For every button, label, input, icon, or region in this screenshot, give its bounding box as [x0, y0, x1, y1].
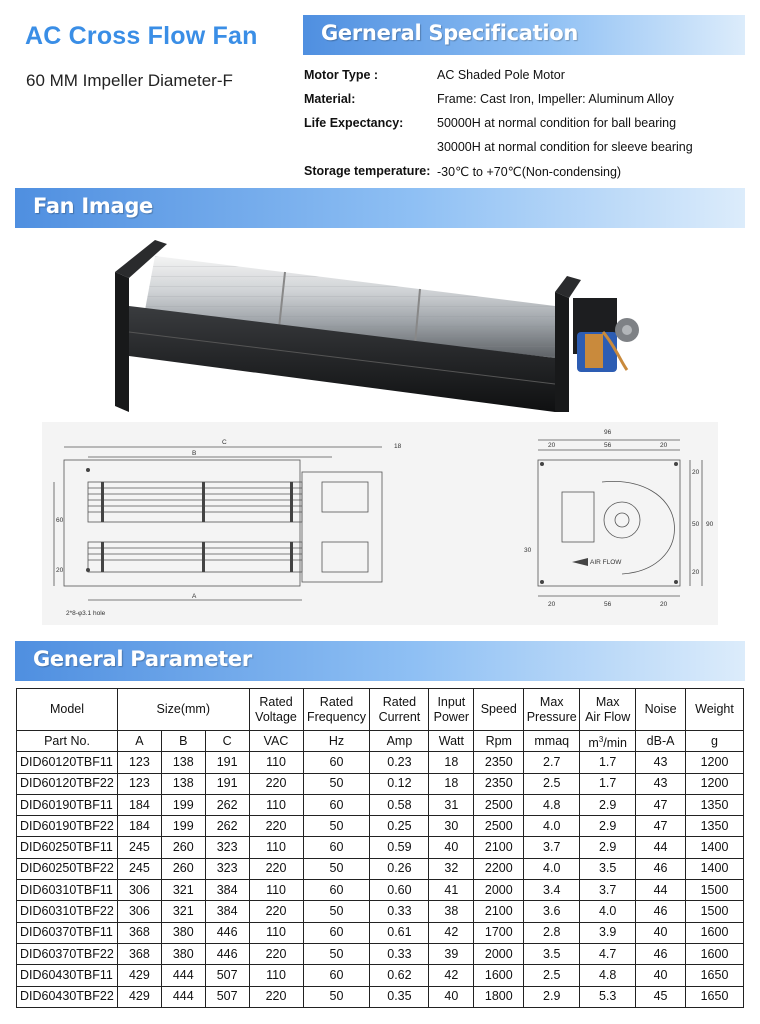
part-number-cell: DID60250TBF22	[17, 858, 118, 879]
table-cell: 1.7	[580, 752, 636, 773]
table-unit-cell: VAC	[249, 731, 303, 752]
table-unit-cell: g	[686, 731, 744, 752]
table-cell: 3.5	[580, 858, 636, 879]
table-row	[17, 922, 744, 943]
spec-list	[304, 66, 744, 186]
table-row	[17, 794, 744, 815]
table-cell: 3.7	[580, 880, 636, 901]
page-subtitle: 60 MM Impeller Diameter-F	[26, 71, 233, 90]
dim-20-bottom-right: 20	[660, 601, 668, 608]
table-cell: 138	[161, 773, 205, 794]
table-cell: 184	[117, 794, 161, 815]
table-cell: 40	[429, 986, 474, 1007]
table-cell: 1200	[686, 773, 744, 794]
table-cell: 47	[636, 816, 686, 837]
table-cell: 0.62	[370, 965, 429, 986]
part-number-cell: DID60430TBF11	[17, 965, 118, 986]
table-cell: 45	[636, 986, 686, 1007]
table-cell: 2200	[474, 858, 524, 879]
table-cell: 1600	[686, 922, 744, 943]
table-cell: 2.8	[524, 922, 580, 943]
table-unit-cell: A	[117, 731, 161, 752]
table-cell: 262	[205, 794, 249, 815]
table-cell: 2.9	[524, 986, 580, 1007]
parameter-section-banner	[15, 641, 745, 681]
table-cell: 444	[161, 965, 205, 986]
spec-row	[304, 138, 744, 162]
spec-section-banner	[303, 15, 745, 55]
table-cell: 1700	[474, 922, 524, 943]
table-cell: 444	[161, 986, 205, 1007]
table-cell: 321	[161, 880, 205, 901]
table-header-cell: Input Power	[429, 689, 474, 731]
part-number-cell: DID60430TBF22	[17, 986, 118, 1007]
table-cell: 1650	[686, 986, 744, 1007]
table-cell: 260	[161, 858, 205, 879]
table-cell: 3.6	[524, 901, 580, 922]
dim-50: 50	[692, 521, 700, 528]
table-row	[17, 858, 744, 879]
table-cell: 380	[161, 922, 205, 943]
table-cell: 2.9	[580, 837, 636, 858]
table-cell: 3.7	[524, 837, 580, 858]
dim-20-right-top: 20	[692, 469, 700, 476]
spec-key: Storage temperature:	[304, 164, 431, 178]
table-cell: 4.0	[524, 816, 580, 837]
table-cell: 44	[636, 837, 686, 858]
table-cell: 50	[303, 986, 370, 1007]
table-unit-row	[17, 731, 744, 752]
table-cell: 3.9	[580, 922, 636, 943]
table-cell: 429	[117, 965, 161, 986]
table-cell: 0.25	[370, 816, 429, 837]
table-cell: 220	[249, 986, 303, 1007]
spec-value: Frame: Cast Iron, Impeller: Aluminum Alloy	[437, 92, 674, 106]
table-cell: 123	[117, 773, 161, 794]
table-cell: 32	[429, 858, 474, 879]
part-number-cell: DID60120TBF22	[17, 773, 118, 794]
table-header-cell: Max Pressure	[524, 689, 580, 731]
table-cell: 110	[249, 794, 303, 815]
table-unit-cell: mmaq	[524, 731, 580, 752]
dim-20-top-left: 20	[548, 442, 556, 449]
table-cell: 18	[429, 752, 474, 773]
dim-60: 60	[56, 517, 64, 524]
spec-key: Material:	[304, 92, 356, 106]
spec-row	[304, 90, 744, 114]
table-cell: 0.58	[370, 794, 429, 815]
table-cell: 262	[205, 816, 249, 837]
table-cell: 446	[205, 943, 249, 964]
table-unit-cell: dB-A	[636, 731, 686, 752]
table-cell: 446	[205, 922, 249, 943]
part-number-cell: DID60370TBF11	[17, 922, 118, 943]
table-unit-cell: Hz	[303, 731, 370, 752]
table-cell: 1600	[686, 943, 744, 964]
table-cell: 1.7	[580, 773, 636, 794]
table-cell: 43	[636, 773, 686, 794]
parameter-section-title: General Parameter	[33, 647, 252, 671]
table-cell: 47	[636, 794, 686, 815]
table-cell: 1650	[686, 965, 744, 986]
table-cell: 18	[429, 773, 474, 794]
table-cell: 0.33	[370, 943, 429, 964]
table-cell: 1200	[686, 752, 744, 773]
table-cell: 46	[636, 943, 686, 964]
page-title: AC Cross Flow Fan	[25, 22, 258, 50]
dim-b: B	[192, 450, 197, 457]
part-number-cell: DID60310TBF11	[17, 880, 118, 901]
table-cell: 2000	[474, 880, 524, 901]
table-cell: 110	[249, 922, 303, 943]
dim-20-bottom-left: 20	[548, 601, 556, 608]
table-cell: 0.26	[370, 858, 429, 879]
table-cell: 384	[205, 901, 249, 922]
table-unit-cell: Watt	[429, 731, 474, 752]
table-cell: 306	[117, 901, 161, 922]
table-header-cell: Max Air Flow	[580, 689, 636, 731]
dim-18: 18	[394, 443, 402, 450]
table-cell: 1600	[474, 965, 524, 986]
table-cell: 306	[117, 880, 161, 901]
dim-20-right-bottom: 20	[692, 569, 700, 576]
table-cell: 384	[205, 880, 249, 901]
table-cell: 138	[161, 752, 205, 773]
dim-90: 90	[706, 521, 714, 528]
dim-20-top-right: 20	[660, 442, 668, 449]
table-cell: 38	[429, 901, 474, 922]
table-cell: 199	[161, 794, 205, 815]
table-cell: 220	[249, 816, 303, 837]
dim-30: 30	[524, 547, 532, 554]
table-row	[17, 773, 744, 794]
table-cell: 2.5	[524, 965, 580, 986]
table-row	[17, 965, 744, 986]
table-cell: 0.35	[370, 986, 429, 1007]
table-header-cell: Weight	[686, 689, 744, 731]
table-cell: 4.8	[580, 965, 636, 986]
technical-drawing	[42, 422, 718, 625]
table-cell: 191	[205, 773, 249, 794]
table-cell: 184	[117, 816, 161, 837]
table-cell: 1350	[686, 794, 744, 815]
spec-value: 50000H at normal condition for ball bearing	[437, 116, 677, 130]
table-cell: 2.9	[580, 794, 636, 815]
table-cell: 60	[303, 922, 370, 943]
table-cell: 220	[249, 858, 303, 879]
part-number-cell: DID60250TBF11	[17, 837, 118, 858]
table-cell: 39	[429, 943, 474, 964]
table-cell: 220	[249, 901, 303, 922]
table-unit-cell: C	[205, 731, 249, 752]
table-header-cell: Size(mm)	[117, 689, 249, 731]
table-cell: 429	[117, 986, 161, 1007]
part-number-cell: DID60310TBF22	[17, 901, 118, 922]
table-cell: 4.0	[580, 901, 636, 922]
table-cell: 43	[636, 752, 686, 773]
table-cell: 0.59	[370, 837, 429, 858]
table-cell: 3.4	[524, 880, 580, 901]
table-cell: 50	[303, 816, 370, 837]
table-cell: 46	[636, 901, 686, 922]
table-row	[17, 986, 744, 1007]
table-cell: 323	[205, 837, 249, 858]
dim-a: A	[192, 593, 197, 600]
table-cell: 0.61	[370, 922, 429, 943]
part-number-cell: DID60120TBF11	[17, 752, 118, 773]
table-header-cell: Rated Current	[370, 689, 429, 731]
table-cell: 1400	[686, 837, 744, 858]
table-unit-cell: B	[161, 731, 205, 752]
table-cell: 42	[429, 965, 474, 986]
table-cell: 2.5	[524, 773, 580, 794]
spec-value: -30℃ to +70℃(Non-condensing)	[437, 165, 622, 179]
table-unit-cell: $m^3/\min$	[580, 731, 636, 752]
part-number-cell: DID60190TBF11	[17, 794, 118, 815]
spec-row	[304, 66, 744, 90]
table-cell: 2.9	[580, 816, 636, 837]
table-cell: 0.33	[370, 901, 429, 922]
hole-note: 2*8-φ3.1 hole	[66, 610, 106, 617]
table-cell: 0.60	[370, 880, 429, 901]
dim-96: 96	[604, 429, 612, 436]
table-cell: 2350	[474, 752, 524, 773]
fan-image-title: Fan Image	[33, 194, 153, 218]
table-cell: 50	[303, 943, 370, 964]
table-cell: 380	[161, 943, 205, 964]
table-row	[17, 816, 744, 837]
table-cell: 40	[429, 837, 474, 858]
table-cell: 1500	[686, 880, 744, 901]
table-row	[17, 943, 744, 964]
table-cell: 220	[249, 773, 303, 794]
spec-section-title: Gerneral Specification	[321, 21, 579, 45]
table-unit-cell: Part No.	[17, 731, 118, 752]
dim-56-bottom: 56	[604, 601, 612, 608]
table-cell: 31	[429, 794, 474, 815]
table-cell: 1350	[686, 816, 744, 837]
table-cell: 368	[117, 943, 161, 964]
table-cell: 2350	[474, 773, 524, 794]
table-cell: 46	[636, 858, 686, 879]
part-number-cell: DID60190TBF22	[17, 816, 118, 837]
table-cell: 199	[161, 816, 205, 837]
table-cell: 260	[161, 837, 205, 858]
table-unit-cell: Rpm	[474, 731, 524, 752]
table-cell: 4.8	[524, 794, 580, 815]
table-cell: 110	[249, 837, 303, 858]
table-header-cell: Noise	[636, 689, 686, 731]
table-cell: 2000	[474, 943, 524, 964]
table-cell: 42	[429, 922, 474, 943]
table-cell: 507	[205, 965, 249, 986]
table-cell: 30	[429, 816, 474, 837]
table-cell: 2500	[474, 794, 524, 815]
table-cell: 2100	[474, 837, 524, 858]
table-cell: 4.0	[524, 858, 580, 879]
table-cell: 323	[205, 858, 249, 879]
table-cell: 2500	[474, 816, 524, 837]
table-cell: 245	[117, 858, 161, 879]
table-row	[17, 837, 744, 858]
table-cell: 110	[249, 880, 303, 901]
table-cell: 5.3	[580, 986, 636, 1007]
table-cell: 50	[303, 858, 370, 879]
table-cell: 50	[303, 901, 370, 922]
table-cell: 2.7	[524, 752, 580, 773]
dim-c: C	[222, 439, 227, 446]
table-header-cell: Model	[17, 689, 118, 731]
parameter-table	[16, 688, 744, 1008]
table-header-row	[17, 689, 744, 731]
table-cell: 60	[303, 837, 370, 858]
fan-photo	[115, 236, 645, 414]
spec-key: Motor Type :	[304, 68, 379, 82]
table-cell: 2100	[474, 901, 524, 922]
spec-key: Life Expectancy:	[304, 116, 404, 130]
table-cell: 245	[117, 837, 161, 858]
table-row	[17, 901, 744, 922]
airflow-label: AIR FLOW	[590, 559, 622, 566]
spec-value: 30000H at normal condition for sleeve bearing	[437, 140, 693, 154]
table-cell: 1500	[686, 901, 744, 922]
table-cell: 191	[205, 752, 249, 773]
table-cell: 60	[303, 880, 370, 901]
fan-image-banner	[15, 188, 745, 228]
dim-20: 20	[56, 567, 64, 574]
table-cell: 60	[303, 752, 370, 773]
table-cell: 60	[303, 794, 370, 815]
spec-row	[304, 114, 744, 138]
table-cell: 123	[117, 752, 161, 773]
table-cell: 368	[117, 922, 161, 943]
table-cell: 0.23	[370, 752, 429, 773]
table-cell: 1400	[686, 858, 744, 879]
table-header-cell: Rated Frequency	[303, 689, 370, 731]
table-cell: 110	[249, 965, 303, 986]
spec-row	[304, 162, 744, 186]
table-cell: 4.7	[580, 943, 636, 964]
table-unit-cell: Amp	[370, 731, 429, 752]
table-cell: 220	[249, 943, 303, 964]
table-cell: 3.5	[524, 943, 580, 964]
table-cell: 1800	[474, 986, 524, 1007]
table-cell: 110	[249, 752, 303, 773]
table-cell: 507	[205, 986, 249, 1007]
table-cell: 60	[303, 965, 370, 986]
table-header-cell: Rated Voltage	[249, 689, 303, 731]
table-header-cell: Speed	[474, 689, 524, 731]
table-cell: 50	[303, 773, 370, 794]
spec-value: AC Shaded Pole Motor	[437, 68, 565, 82]
part-number-cell: DID60370TBF22	[17, 943, 118, 964]
table-cell: 44	[636, 880, 686, 901]
table-cell: 321	[161, 901, 205, 922]
table-row	[17, 880, 744, 901]
table-cell: 40	[636, 965, 686, 986]
table-row	[17, 752, 744, 773]
dim-56-top: 56	[604, 442, 612, 449]
table-cell: 40	[636, 922, 686, 943]
table-cell: 0.12	[370, 773, 429, 794]
table-cell: 41	[429, 880, 474, 901]
